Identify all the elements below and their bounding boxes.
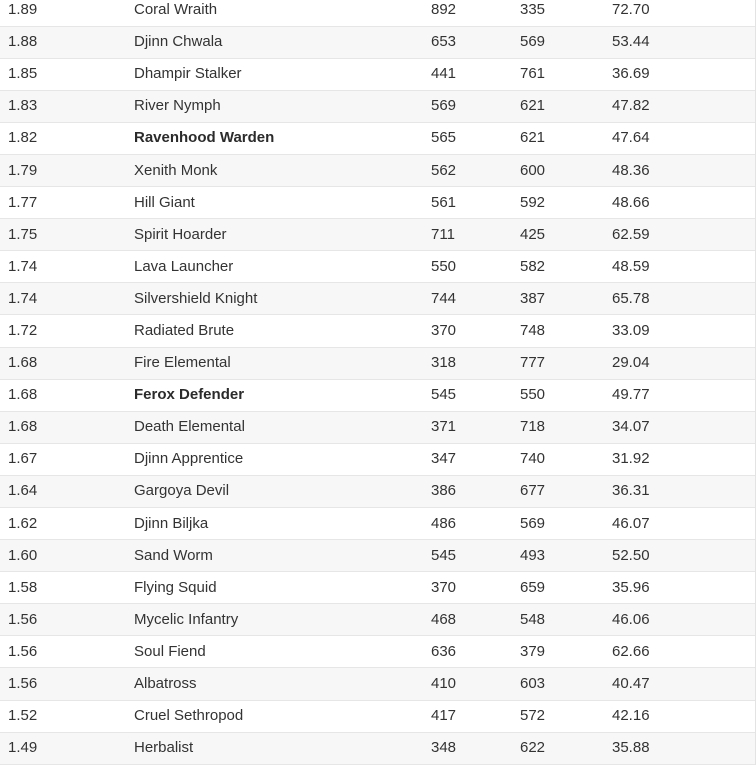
name-cell: Coral Wraith (134, 0, 218, 18)
count-a-cell: 550 (431, 257, 457, 275)
count-b-cell: 572 (520, 707, 546, 725)
count-a-cell: 744 (431, 289, 457, 307)
table-row (0, 58, 755, 90)
count-a-cell: 653 (431, 33, 457, 51)
table-row (0, 315, 755, 347)
count-a-cell: 347 (431, 450, 457, 468)
percent-cell: 33.09 (612, 321, 650, 339)
ratio-cell: 1.49 (8, 739, 38, 757)
name-cell: Xenith Monk (134, 161, 218, 179)
ratio-cell: 1.77 (8, 193, 38, 211)
table-row (0, 154, 755, 186)
count-a-cell: 562 (431, 161, 457, 179)
count-b-cell: 777 (520, 354, 546, 372)
name-cell: Hill Giant (134, 193, 195, 211)
count-a-cell: 468 (431, 610, 457, 628)
ratio-cell: 1.72 (8, 321, 38, 339)
table-row (0, 443, 755, 475)
count-a-cell: 318 (431, 354, 457, 372)
table-row (0, 668, 755, 700)
count-b-cell: 548 (520, 610, 546, 628)
count-a-cell: 569 (431, 97, 457, 115)
ratio-cell: 1.62 (8, 514, 38, 532)
count-a-cell: 371 (431, 418, 457, 436)
ratio-cell: 1.68 (8, 418, 38, 436)
ratio-cell: 1.58 (8, 578, 38, 596)
count-b-cell: 569 (520, 33, 546, 51)
ratio-cell: 1.56 (8, 642, 38, 660)
ratio-cell: 1.82 (8, 129, 38, 147)
ratio-cell: 1.52 (8, 707, 38, 725)
percent-cell: 31.92 (612, 450, 650, 468)
table-row (0, 540, 755, 572)
name-cell: Djinn Biljka (134, 514, 209, 532)
percent-cell: 46.07 (612, 514, 650, 532)
name-cell: River Nymph (134, 97, 221, 115)
name-cell: Fire Elemental (134, 354, 231, 372)
table-row (0, 508, 755, 540)
percent-cell: 62.59 (612, 225, 650, 243)
name-cell: Lava Launcher (134, 257, 234, 275)
percent-cell: 49.77 (612, 386, 650, 404)
table-row (0, 90, 755, 122)
count-a-cell: 348 (431, 739, 457, 757)
ratio-cell: 1.68 (8, 354, 38, 372)
ratio-cell: 1.68 (8, 386, 38, 404)
percent-cell: 65.78 (612, 289, 650, 307)
name-cell: Djinn Chwala (134, 33, 223, 51)
name-cell: Spirit Hoarder (134, 225, 227, 243)
count-b-cell: 603 (520, 675, 546, 693)
table-row (0, 411, 755, 443)
count-b-cell: 748 (520, 321, 546, 339)
percent-cell: 35.96 (612, 578, 650, 596)
count-b-cell: 582 (520, 257, 546, 275)
table-row (0, 732, 755, 764)
count-a-cell: 892 (431, 0, 457, 18)
name-cell: Gargoya Devil (134, 482, 230, 500)
table-row (0, 26, 755, 58)
ratio-cell: 1.60 (8, 546, 38, 564)
ratio-cell: 1.79 (8, 161, 38, 179)
name-cell: Albatross (134, 675, 197, 693)
ratio-cell: 1.56 (8, 610, 38, 628)
table-row (0, 187, 755, 219)
percent-cell: 29.04 (612, 354, 650, 372)
table-row (0, 0, 755, 26)
name-cell: Cruel Sethropod (134, 707, 244, 725)
ratio-cell: 1.56 (8, 675, 38, 693)
percent-cell: 35.88 (612, 739, 650, 757)
ratio-cell: 1.85 (8, 65, 38, 83)
count-b-cell: 592 (520, 193, 546, 211)
percent-cell: 48.66 (612, 193, 650, 211)
percent-cell: 36.31 (612, 482, 650, 500)
name-cell: Flying Squid (134, 578, 217, 596)
count-a-cell: 545 (431, 386, 457, 404)
count-b-cell: 718 (520, 418, 546, 436)
percent-cell: 62.66 (612, 642, 650, 660)
count-b-cell: 379 (520, 642, 546, 660)
percent-cell: 47.64 (612, 129, 650, 147)
table-row (0, 379, 755, 411)
table-row (0, 219, 755, 251)
count-b-cell: 600 (520, 161, 546, 179)
count-b-cell: 493 (520, 546, 546, 564)
percent-cell: 42.16 (612, 707, 650, 725)
count-b-cell: 550 (520, 386, 546, 404)
name-cell: Sand Worm (134, 546, 213, 564)
ratio-cell: 1.64 (8, 482, 38, 500)
percent-cell: 40.47 (612, 675, 650, 693)
percent-cell: 46.06 (612, 610, 650, 628)
count-b-cell: 761 (520, 65, 546, 83)
count-b-cell: 622 (520, 739, 546, 757)
percent-cell: 48.59 (612, 257, 650, 275)
ratio-cell: 1.89 (8, 0, 38, 18)
name-cell: Herbalist (134, 739, 194, 757)
ratio-cell: 1.83 (8, 97, 38, 115)
ratio-cell: 1.74 (8, 257, 38, 275)
name-cell: Ferox Defender (134, 386, 245, 404)
name-cell: Dhampir Stalker (134, 65, 242, 83)
percent-cell: 72.70 (612, 0, 650, 18)
count-a-cell: 545 (431, 546, 457, 564)
count-a-cell: 561 (431, 193, 457, 211)
count-a-cell: 441 (431, 65, 457, 83)
count-b-cell: 335 (520, 0, 546, 18)
count-b-cell: 740 (520, 450, 546, 468)
name-cell: Mycelic Infantry (134, 610, 239, 628)
table-row (0, 700, 755, 732)
count-b-cell: 569 (520, 514, 546, 532)
name-cell: Radiated Brute (134, 321, 235, 339)
count-a-cell: 636 (431, 642, 457, 660)
name-cell: Ravenhood Warden (134, 129, 275, 147)
count-a-cell: 370 (431, 321, 457, 339)
ratio-cell: 1.75 (8, 225, 38, 243)
count-a-cell: 486 (431, 514, 457, 532)
count-a-cell: 565 (431, 129, 457, 147)
percent-cell: 52.50 (612, 546, 650, 564)
count-b-cell: 659 (520, 578, 546, 596)
table-row (0, 251, 755, 283)
count-b-cell: 621 (520, 129, 546, 147)
ratio-cell: 1.67 (8, 450, 38, 468)
ratio-cell: 1.88 (8, 33, 38, 51)
count-a-cell: 417 (431, 707, 457, 725)
count-b-cell: 425 (520, 225, 546, 243)
percent-cell: 36.69 (612, 65, 650, 83)
count-a-cell: 370 (431, 578, 457, 596)
percent-cell: 47.82 (612, 97, 650, 115)
table-row (0, 122, 755, 154)
ratio-cell: 1.74 (8, 289, 38, 307)
percent-cell: 53.44 (612, 33, 650, 51)
percent-cell: 34.07 (612, 418, 650, 436)
count-a-cell: 410 (431, 675, 457, 693)
table-row (0, 347, 755, 379)
name-cell: Silvershield Knight (134, 289, 258, 307)
name-cell: Death Elemental (134, 418, 245, 436)
table-row (0, 636, 755, 668)
count-a-cell: 711 (431, 225, 455, 243)
percent-cell: 48.36 (612, 161, 650, 179)
name-cell: Djinn Apprentice (134, 450, 244, 468)
table-row (0, 572, 755, 604)
count-b-cell: 621 (520, 97, 546, 115)
table-row (0, 283, 755, 315)
table-row (0, 475, 755, 507)
name-cell: Soul Fiend (134, 642, 206, 660)
count-b-cell: 387 (520, 289, 546, 307)
count-b-cell: 677 (520, 482, 546, 500)
table-row (0, 604, 755, 636)
count-a-cell: 386 (431, 482, 457, 500)
